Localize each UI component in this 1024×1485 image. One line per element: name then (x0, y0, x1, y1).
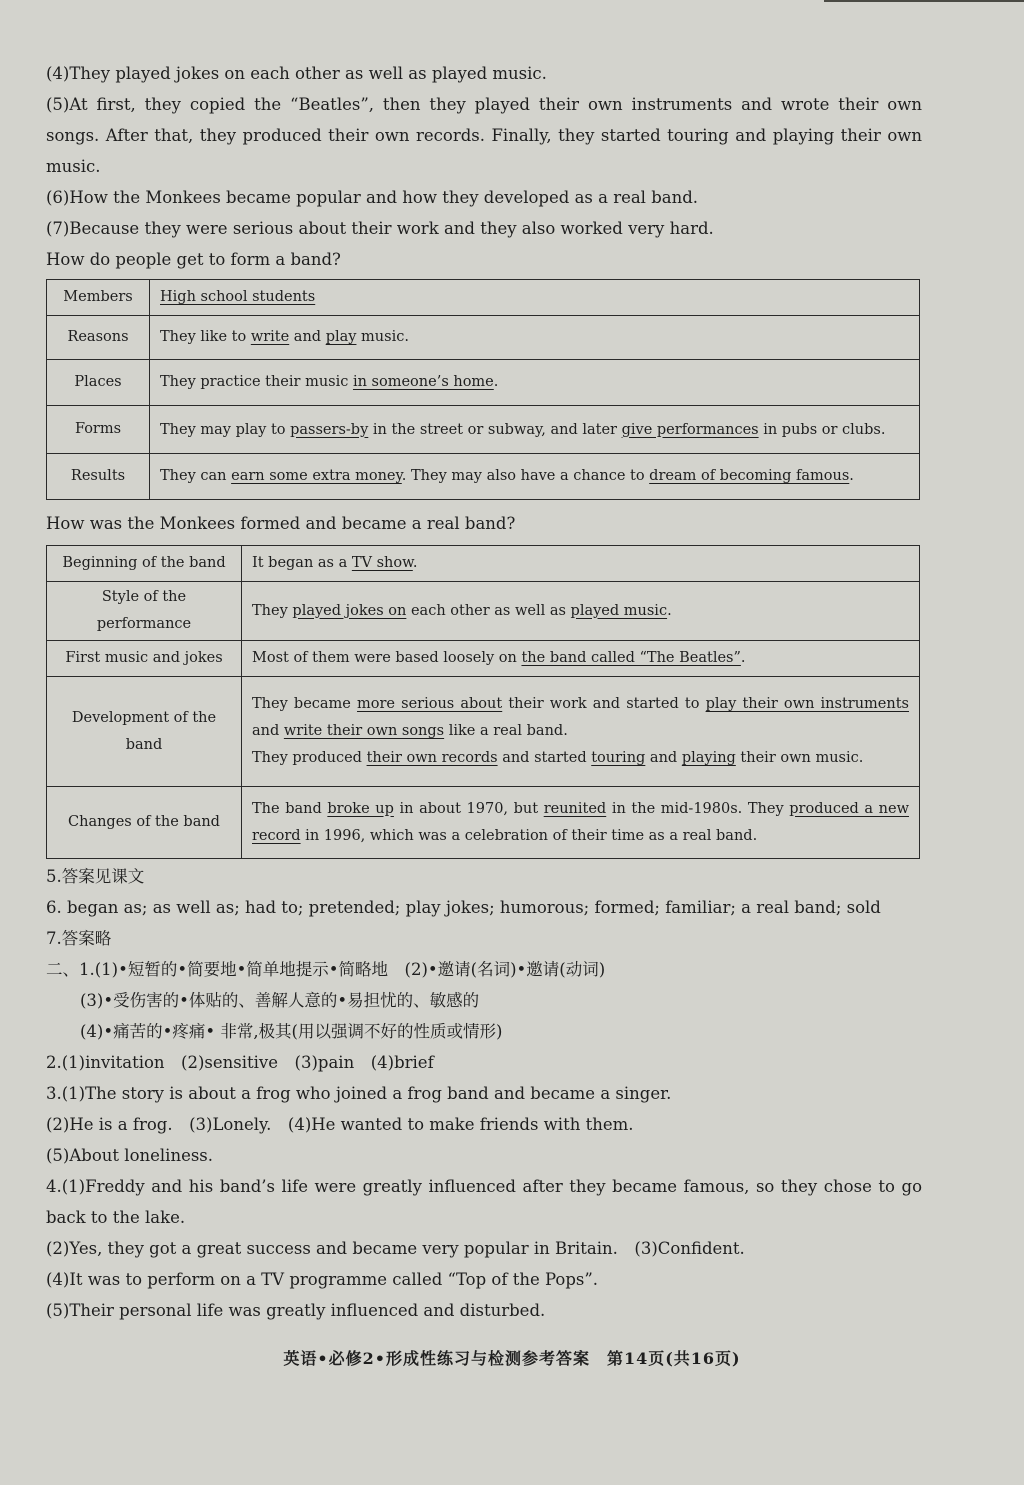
row-content: The band broke up in about 1970, but reunited in the mid-1980s. They produced a new record in 1996, which was a celebration of their time as a real band. (242, 787, 920, 859)
section2-q4-part5: (5)Their personal life was greatly influenced and disturbed. (46, 1301, 546, 1320)
form-band-table (46, 279, 920, 500)
section2-q1-part4: (4)•痛苦的•疼痛• 非常,极其(用以强调不好的性质或情形) (80, 1022, 503, 1041)
row-content: It began as a TV show. (242, 546, 920, 582)
table-row (47, 787, 920, 859)
row-content: High school students (150, 280, 920, 316)
table-row (47, 582, 920, 641)
row-label: Development of the band (47, 677, 242, 787)
question-monkees: How was the Monkees formed and became a real band? (46, 514, 516, 533)
row-label: Forms (47, 406, 150, 454)
table-row (47, 360, 920, 406)
section2-q1-part3: (3)•受伤害的•体贴的、善解人意的•易担忧的、敏感的 (80, 991, 480, 1010)
question-form-band: How do people get to form a band? (46, 250, 341, 269)
top-edge-rule (824, 0, 1024, 2)
row-content: They practice their music in someone’s home. (150, 360, 920, 406)
answer-line-5: (5)At first, they copied the “Beatles”, then they played their own instruments and wrote their own songs. After that, they produced their own records. Finally, they started touring and playing their own music. (46, 95, 922, 176)
table-row (47, 280, 920, 316)
row-label: Changes of the band (47, 787, 242, 859)
answer-line-4: (4)They played jokes on each other as well as played music. (46, 64, 547, 83)
section2-q2: 2.(1)invitation (2)sensitive (3)pain (4)brief (46, 1053, 434, 1072)
section2-q3-part1: 3.(1)The story is about a frog who joined a frog band and became a singer. (46, 1084, 672, 1103)
row-content: They can earn some extra money. They may also have a chance to dream of becoming famous. (150, 454, 920, 500)
section2-q3-part2: (2)He is a frog. (3)Lonely. (4)He wanted to make friends with them. (46, 1115, 634, 1134)
answer-q7: 7.答案略 (46, 929, 112, 948)
answer-page (46, 58, 922, 1326)
table-row (47, 546, 920, 582)
table-row (47, 316, 920, 360)
row-content: They may play to passers-by in the street or subway, and later give performances in pubs or clubs. (150, 406, 920, 454)
table-row (47, 641, 920, 677)
monkees-table (46, 545, 920, 859)
section2-q3-part5: (5)About loneliness. (46, 1146, 214, 1165)
table-row (47, 677, 920, 787)
answer-line-6: (6)How the Monkees became popular and how they developed as a real band. (46, 188, 699, 207)
row-label: Members (47, 280, 150, 316)
table-row (47, 406, 920, 454)
row-label: First music and jokes (47, 641, 242, 677)
row-content: They became more serious about their work and started to play their own instruments and write their own songs like a real band. They produced their own records and started touring and playing their own music. (242, 677, 920, 787)
row-label: Reasons (47, 316, 150, 360)
section2-q4-part4: (4)It was to perform on a TV programme called “Top of the Pops”. (46, 1270, 599, 1289)
section2-q4-part1: 4.(1)Freddy and his band’s life were greatly influenced after they became famous, so they chose to go back to the lake. (46, 1177, 922, 1227)
table-row (47, 454, 920, 500)
row-label: Results (47, 454, 150, 500)
row-content: Most of them were based loosely on the band called “The Beatles”. (242, 641, 920, 677)
row-content: They like to write and play music. (150, 316, 920, 360)
section2-q1: 二、1.(1)•短暂的•简要地•简单地提示•简略地 (2)•邀请(名词)•邀请(动词) (46, 960, 606, 979)
row-label: Beginning of the band (47, 546, 242, 582)
answer-q6: 6. began as; as well as; had to; pretended; play jokes; humorous; formed; familiar; a real band; sold (46, 898, 881, 917)
answer-q5: 5.答案见课文 (46, 867, 145, 886)
section2-q4-part2: (2)Yes, they got a great success and became very popular in Britain. (3)Confident. (46, 1239, 745, 1258)
row-label: Style of the performance (47, 582, 242, 641)
page-footer: 英语•必修2•形成性练习与检测参考答案 第14页(共16页) (283, 1349, 741, 1368)
answer-line-7: (7)Because they were serious about their work and they also worked very hard. (46, 219, 714, 238)
row-content: They played jokes on each other as well as played music. (242, 582, 920, 641)
row-label: Places (47, 360, 150, 406)
